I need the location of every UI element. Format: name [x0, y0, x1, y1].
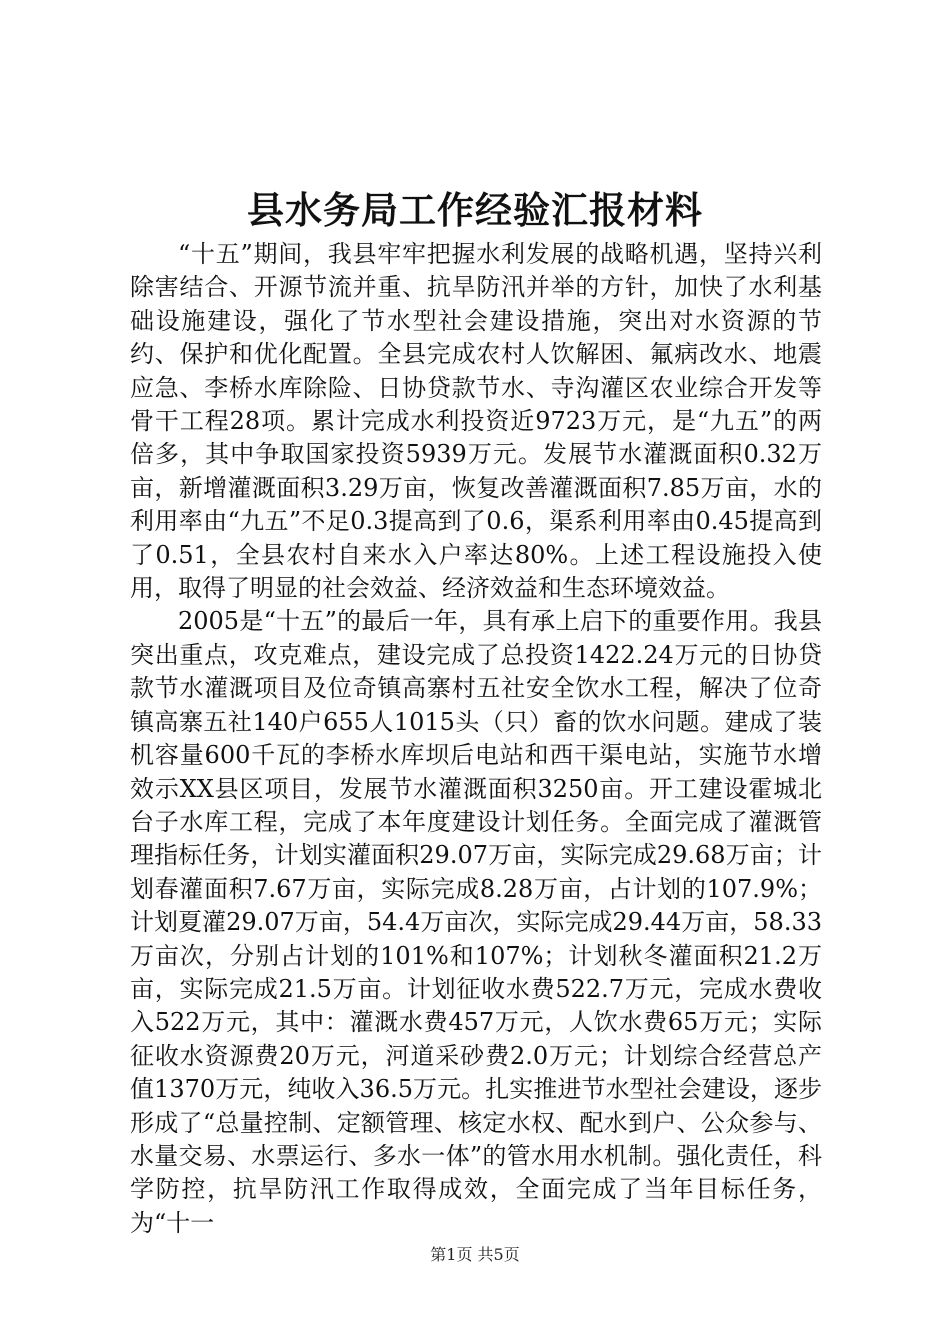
page-number-footer: 第1页 共5页: [430, 1245, 520, 1264]
paragraph: 2005是“十五”的最后一年，具有承上启下的重要作用。我县突出重点，攻克难点，建设完成了总投资1422.24万元的日协贷款节水灌溉项目及位奇镇高寨村五社安全饮水工程，解决了位奇镇高寨五社140户655人1015头（只）畜的饮水问题。建成了装机容量600千瓦的李桥水库坝后电站和西干渠电站，实施节水增效示XX县区项目，发展节水灌溉面积3250亩。开工建设霍城北台子水库工程，完成了本年度建设计划任务。全面完成了灌溉管理指标任务，计划实灌面积29.07万亩，实际完成29.68万亩；计划春灌面积7.67万亩，实际完成8.28万亩，占计划的107.9%；计划夏灌29.07万亩，54.4万亩次，实际完成29.44万亩，58.33万亩次，分别占计划的101%和107%；计划秋冬灌面积21.2万亩，实际完成21.5万亩。计划征收水费522.7万元，完成水费收入522万元，其中：灌溉水费457万元，人饮水费65万元；实际征收水资源费20万元，河道采砂费2.0万元；计划综合经营总产值1370万元，纯收入36.5万元。扎实推进节水型社会建设，逐步形成了“总量控制、定额管理、核定水权、配水到户、公众参与、水量交易、水票运行、多水一体”的管水用水机制。强化责任，科学防控，抗旱防汛工作取得成效，全面完成了当年目标任务，为“十一: [130, 607, 822, 1237]
document-body: [130, 238, 822, 1240]
paragraph: “十五”期间，我县牢牢把握水利发展的战略机遇，坚持兴利除害结合、开源节流并重、抗旱防汛并举的方针，加快了水利基础设施建设，强化了节水型社会建设措施，突出对水资源的节约、保护和优化配置。全县完成农村人饮解困、氟病改水、地震应急、李桥水库除险、日协贷款节水、寺沟灌区农业综合开发等骨干工程28项。累计完成水利投资近9723万元，是“九五”的两倍多，其中争取国家投资5939万元。发展节水灌溉面积0.32万亩，新增灌溉面积3.29万亩，恢复改善灌溉面积7.85万亩，水的利用率由“九五”不足0.3提高到了0.6，渠系利用率由0.45提高到了0.51，全县农村自来水入户率达80%。上述工程设施投入使用，取得了明显的社会效益、经济效益和生态环境效益。: [130, 240, 822, 603]
document-title: 县水务局工作经验汇报材料: [247, 188, 703, 232]
